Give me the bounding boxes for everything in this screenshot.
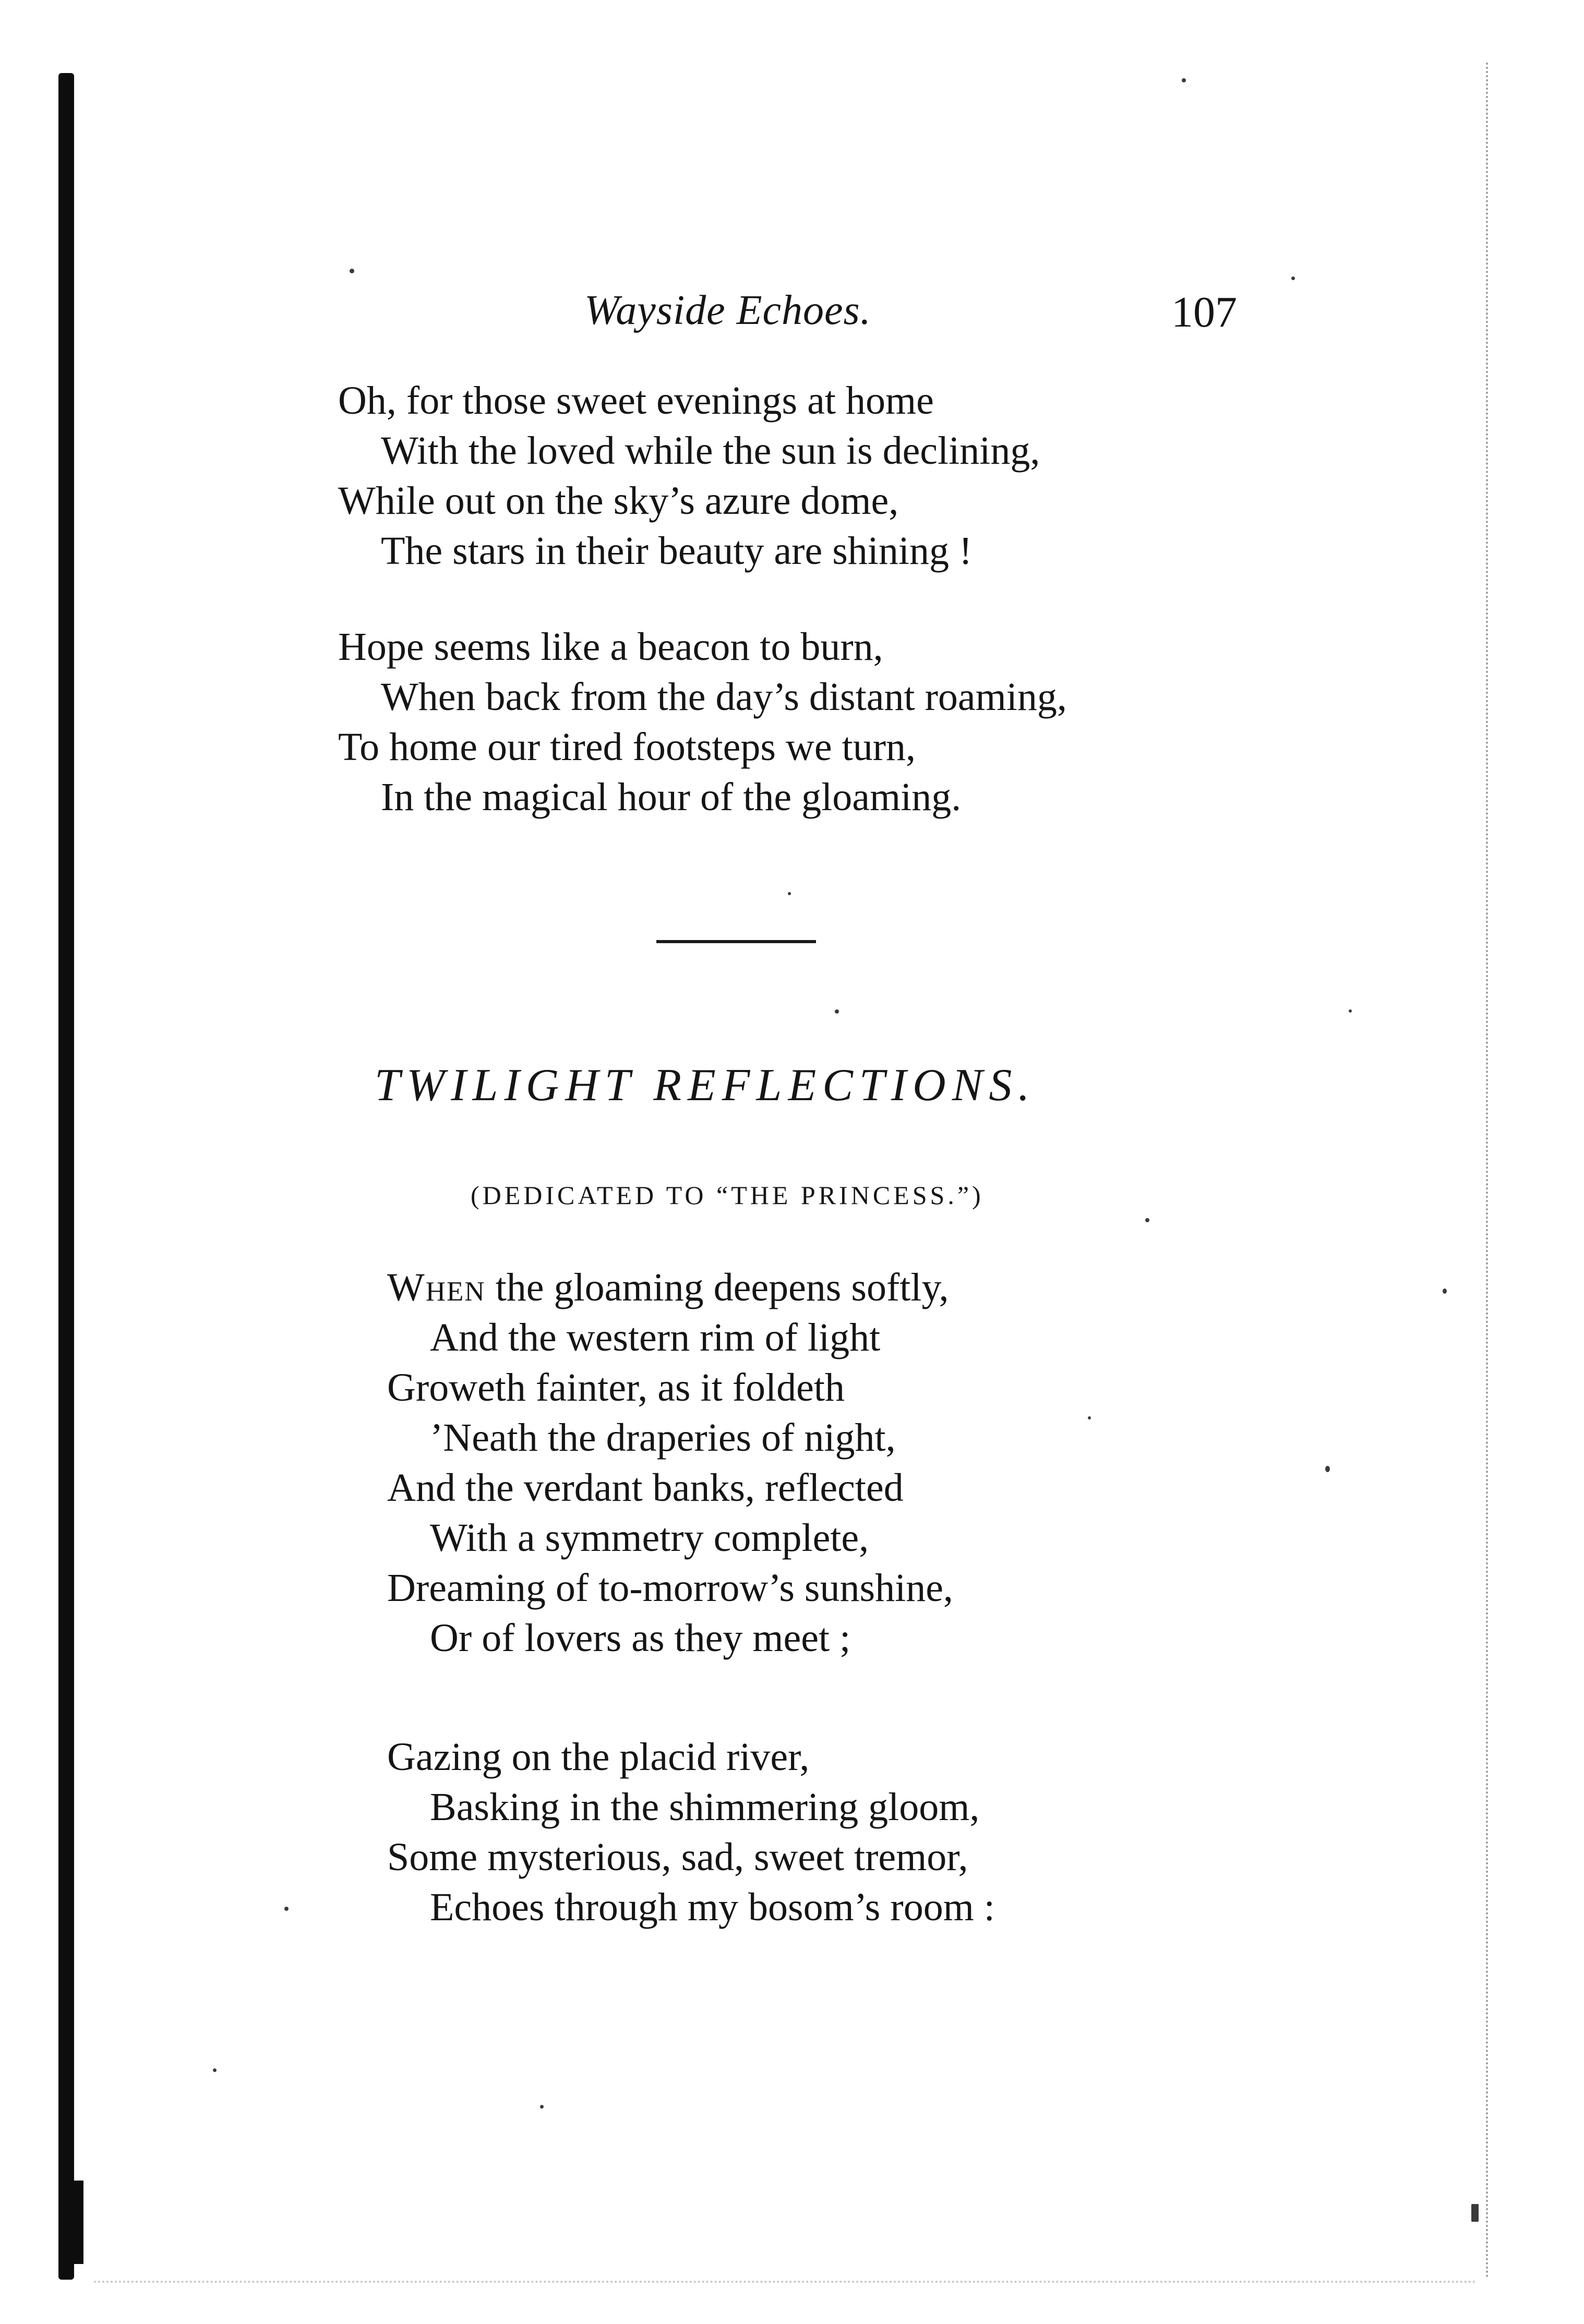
stanza-continued-1 (338, 376, 1040, 576)
verse-line: Oh, for those sweet evenings at home (338, 379, 934, 423)
verse-line: Groweth fainter, as it foldeth (387, 1366, 845, 1410)
verse-line: Some mysterious, sad, sweet tremor, (387, 1835, 968, 1879)
verse-line: Or of lovers as they meet ; (430, 1616, 851, 1660)
stanza-continued-2 (338, 622, 1067, 822)
page-right-edge (1486, 63, 1488, 2280)
verse-line: With the loved while the sun is declining, (381, 429, 1040, 473)
verse-line: To home our tired footsteps we turn, (338, 725, 916, 769)
verse-line: Gazing on the placid river, (387, 1735, 810, 1779)
verse-line: While out on the sky’s azure dome, (338, 479, 899, 523)
verse-line: In the magical hour of the gloaming. (381, 775, 962, 819)
section-divider (656, 940, 816, 943)
verse-line (387, 1262, 953, 1312)
page-binding-corner (62, 2181, 83, 2264)
verse-line: When back from the day’s distant roaming, (381, 675, 1067, 719)
poem-stanza-1 (387, 1262, 953, 1663)
verse-line: Basking in the shimmering gloom, (430, 1785, 980, 1829)
verse-line: Dreaming of to-morrow’s sunshine, (387, 1566, 953, 1610)
poem-stanza-2 (387, 1732, 995, 1932)
drop-word: When (387, 1266, 486, 1309)
verse-line: Echoes through my bosom’s room : (430, 1885, 995, 1929)
page-binding-edge (58, 73, 74, 2280)
page-bottom-edge (94, 2281, 1477, 2283)
running-title: Wayside Echoes. (584, 287, 871, 333)
verse-line: And the western rim of light (430, 1316, 881, 1359)
verse-line: With a symmetry complete, (430, 1516, 869, 1560)
poem-title: TWILIGHT REFLECTIONS. (375, 1060, 1036, 1111)
verse-line: The stars in their beauty are shining ! (381, 529, 973, 573)
verse-line: Hope seems like a beacon to burn, (338, 625, 883, 669)
verse-line: And the verdant banks, reflected (387, 1466, 904, 1510)
verse-line: ’Neath the draperies of night, (430, 1416, 896, 1460)
poem-dedication: (DEDICATED TO “THE PRINCESS.”) (471, 1181, 984, 1210)
page-number: 107 (1171, 288, 1237, 336)
verse-line-rest: the gloaming deepens softly, (485, 1266, 949, 1309)
